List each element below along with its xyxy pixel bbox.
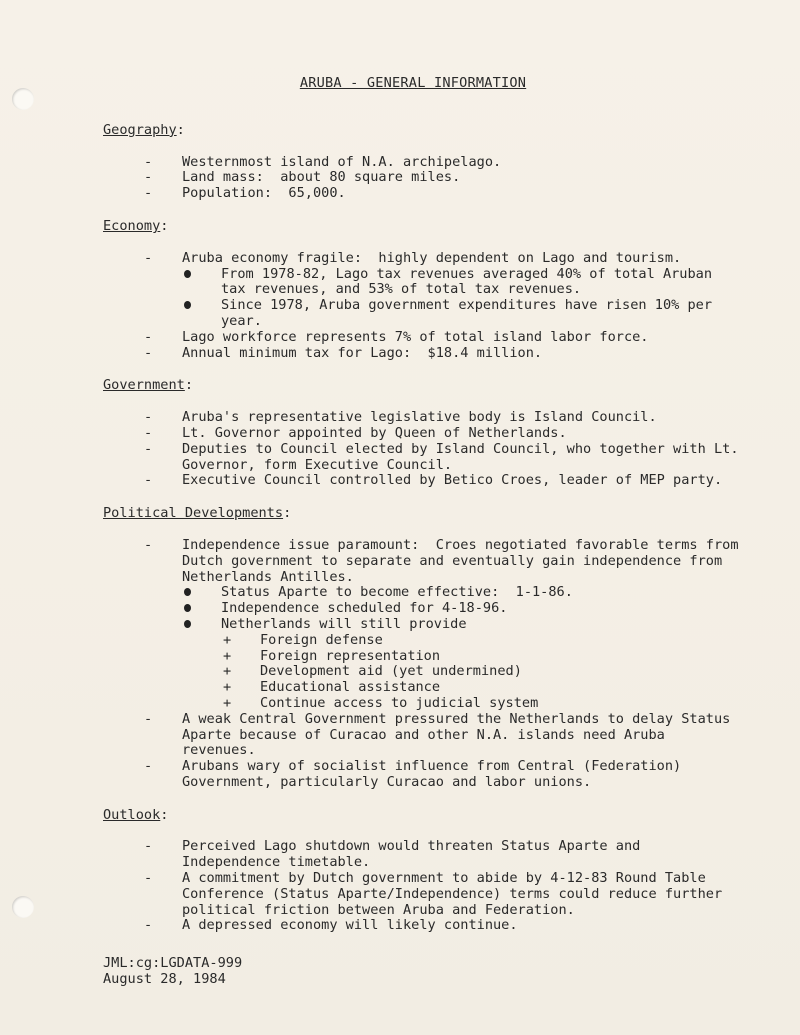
dash-marker: - [144,472,153,489]
plus-item [221,680,743,696]
dash-marker: - [144,409,153,426]
list-item [103,426,743,442]
section-heading-text: Outlook [103,806,161,823]
bullet-item [182,601,743,617]
bullet-item-text: Independence scheduled for 4-18-96. [221,600,508,617]
bullet-item [182,585,743,601]
dash-marker: - [144,424,153,441]
reference-code: JML:cg:LGDATA-999 [103,955,243,971]
bullet-item [182,298,743,330]
bullet-item-text: Since 1978, Aruba government expenditures have risen 10% per year. [221,297,713,329]
section-heading-colon: : [160,806,169,823]
section-list [103,251,743,362]
section-list [103,155,743,202]
list-item [103,839,743,871]
list-item-text: Arubans wary of socialist influence from Central (Federation) Government, particularly Curacao and labor unions. [182,758,682,790]
bullet-dot-icon [184,270,191,278]
list-item-text: A weak Central Government pressured the Netherlands to delay Status Aparte because of Curacao and other N.A. islands need Aruba revenues. [182,710,731,759]
plus-item [221,633,743,649]
list-item-text: Annual minimum tax for Lago: $18.4 million. [182,344,543,361]
dash-marker: - [144,838,153,855]
plus-marker: + [223,647,232,664]
plus-item-text: Foreign defense [260,631,383,648]
list-item [103,918,743,934]
document-body [103,76,743,934]
list-item [103,410,743,426]
bullet-marker [182,267,221,299]
list-item-text: Deputies to Council elected by Island Council, who together with Lt. Governor, form Executive Council. [182,440,739,473]
list-item [103,170,743,186]
bullet-item-text: Status Aparte to become effective: 1-1-86. [221,584,573,601]
list-item [103,330,743,346]
dash-marker: - [144,328,153,345]
list-item [103,712,743,759]
list-item-text: A commitment by Dutch government to abide by 4-12-83 Round Table Conference (Status Aparte/Independence) terms could reduce further political friction between Aruba and Federation. [182,870,723,918]
dash-marker: - [144,249,153,266]
bullet-dot-icon [184,604,191,612]
dash-marker: - [144,870,153,887]
section-list [103,410,743,489]
bullet-dot-icon [184,588,191,596]
punch-hole-top [12,88,34,110]
plus-item-text: Development aid (yet undermined) [260,663,522,680]
sections-container [103,123,743,934]
plus-marker: + [223,631,232,648]
punch-hole-bottom [12,896,34,918]
list-item-text: Population: 65,000. [182,185,346,202]
list-item-text: Perceived Lago shutdown would threaten Status Aparte and Independence timetable. [182,838,641,871]
list-item [103,442,743,474]
bullet-dot-icon [184,620,191,628]
list-item [103,186,743,202]
list-item [103,538,743,585]
bullet-marker [182,617,221,633]
section-heading-text: Government [103,377,185,394]
bullet-item [182,617,743,633]
list-item-text: Independence issue paramount: Croes negotiated favorable terms from Dutch government to separate and eventually gain independence from Netherlands Antilles. [182,536,739,585]
section-heading-colon: : [184,377,194,394]
bullet-marker [182,298,221,330]
list-item [103,871,743,918]
document-date: August 28, 1984 [103,970,226,987]
dash-marker: - [144,440,153,457]
dash-marker: - [144,185,153,202]
plus-marker: + [223,663,232,680]
section-heading-colon: : [283,505,292,522]
section-heading-colon: : [160,217,169,234]
list-item [103,759,743,791]
list-item-text: A depressed economy will likely continue. [182,917,518,934]
plus-item-text: Continue access to judicial system [260,694,539,711]
list-item-text: Westernmost island of N.A. archipelago. [182,153,502,170]
dash-marker: - [144,153,153,170]
bullet-item-text: From 1978-82, Lago tax revenues averaged 40% of total Aruban tax revenues, and 53% of total tax revenues. [221,265,713,298]
bullet-item-text: Netherlands will still provide [221,615,467,632]
section-list [103,538,743,791]
plus-marker: + [223,694,232,711]
list-item-text: Aruba economy fragile: highly dependent on Lago and tourism. [182,249,682,266]
plus-item-text: Educational assistance [260,679,441,696]
dash-marker: - [144,710,153,727]
plus-item [221,649,743,665]
list-item [103,155,743,171]
dash-marker: - [144,917,153,934]
plus-marker: + [223,679,232,696]
document-title: ARUBA - GENERAL INFORMATION [299,75,527,91]
bullet-item [182,267,743,299]
section-list [103,839,743,934]
dash-marker: - [144,344,153,361]
list-item-text: Aruba's representative legislative body is Island Council. [182,409,657,426]
section-heading [103,123,743,139]
section-heading [103,378,743,394]
section-heading [103,808,743,824]
dash-marker: - [144,536,153,553]
list-item [103,251,743,267]
dash-marker: - [144,169,153,186]
document-footer [103,956,242,988]
section-heading-text: Political Developments [103,505,284,522]
section-heading-text: Geography [103,121,177,138]
plus-item [221,664,743,680]
plus-item-text: Foreign representation [260,647,441,664]
list-item-text: Lago workforce represents 7% of total island labor force. [182,328,649,345]
section-heading [103,219,743,235]
section-heading-colon: : [176,121,185,138]
list-item-text: Executive Council controlled by Betico Croes, leader of MEP party. [182,472,723,489]
plus-item [221,696,743,712]
section-heading [103,506,743,522]
list-item-text: Lt. Governor appointed by Queen of Netherlands. [182,424,567,441]
list-item [103,346,743,362]
dash-marker: - [144,758,153,775]
bullet-marker [182,601,221,617]
list-item [103,473,743,489]
bullet-marker [182,585,221,601]
bullet-dot-icon [184,301,191,309]
section-heading-text: Economy [103,217,161,234]
list-item-text: Land mass: about 80 square miles. [182,169,461,186]
